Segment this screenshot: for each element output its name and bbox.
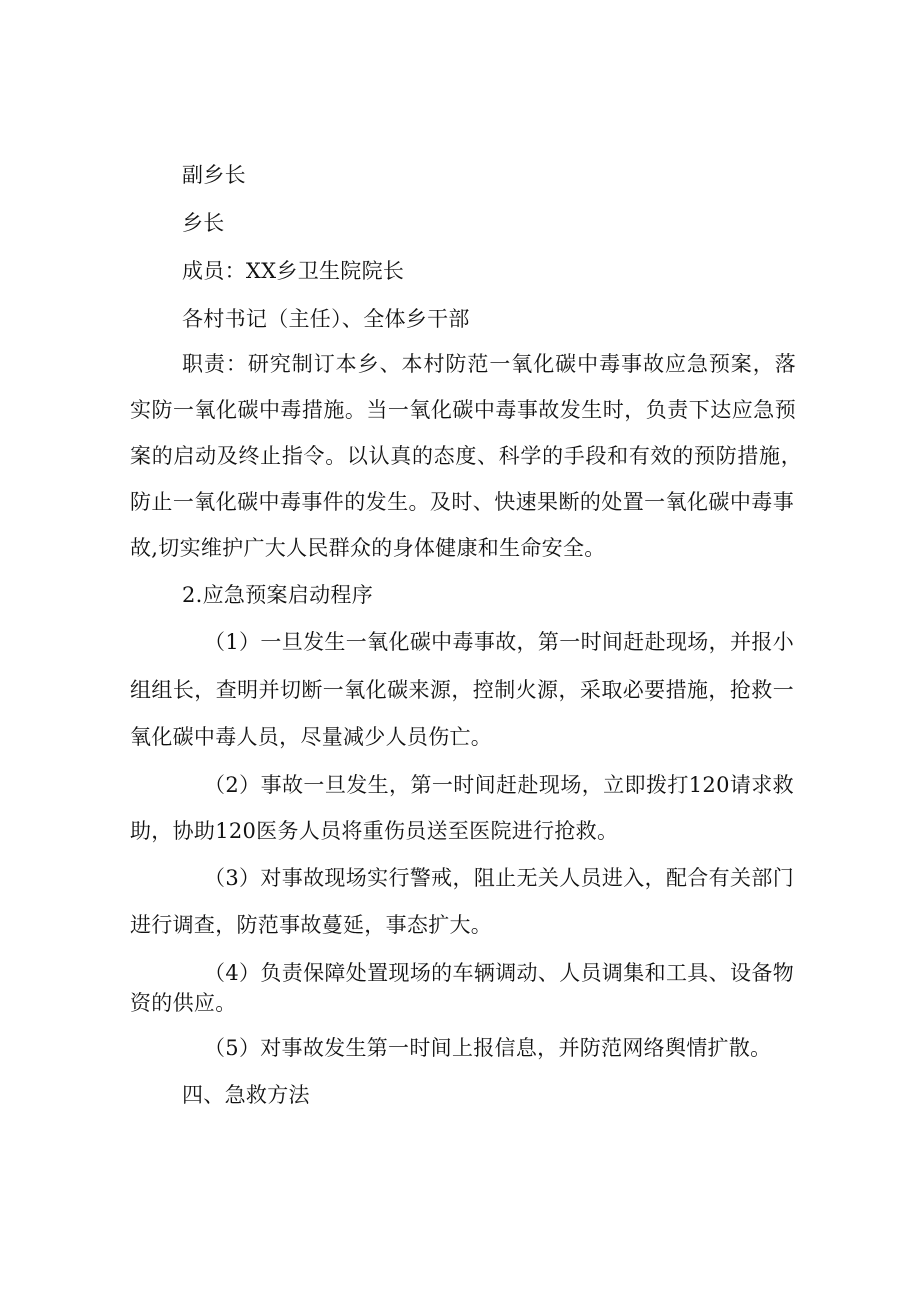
paragraph-line: 资的供应。 [130, 991, 237, 1015]
paragraph-line: 防止一氧化碳中毒事件的发生。及时、快速果断的处置一氧化碳中毒事 [130, 490, 794, 514]
paragraph-line: （5）对事故发生第一时间上报信息，并防范网络舆情扩散。 [204, 1036, 772, 1060]
section-heading-first-aid: 四、急救方法 [182, 1083, 310, 1107]
paragraph-line: 进行调查，防范事故蔓延，事态扩大。 [130, 913, 493, 937]
paragraph-line: 职责：研究制订本乡、本村防范一氧化碳中毒事故应急预案，落 [182, 352, 796, 376]
paragraph-line: （1）一旦发生一氧化碳中毒事故，第一时间赶赴现场，并报小 [204, 630, 794, 654]
section-heading-startup-procedure: 2.应急预案启动程序 [182, 583, 374, 607]
paragraph-line: 案的启动及终止指令。以认真的态度、科学的手段和有效的预防措施， [130, 444, 802, 468]
paragraph-line: 氧化碳中毒人员，尽量减少人员伤亡。 [130, 725, 493, 749]
list-item-deputy-township-head: 副乡长 [182, 163, 246, 187]
paragraph-line: （3）对事故现场实行警戒，阻止无关人员进入，配合有关部门 [204, 866, 794, 890]
list-item-township-head: 乡长 [182, 211, 225, 235]
paragraph-line: 助，协助120医务人员将重伤员送至医院进行抢救。 [130, 819, 619, 843]
paragraph-line: 组组长，查明并切断一氧化碳来源，控制火源，采取必要措施，抢救一 [130, 678, 794, 702]
paragraph-line: 故,切实维护广大人民群众的身体健康和生命安全。 [130, 536, 606, 560]
paragraph-line: 实防一氧化碳中毒措施。当一氧化碳中毒事故发生时，负责下达应急预 [130, 398, 796, 422]
list-item-village-secretaries: 各村书记（主任）、全体乡干部 [182, 307, 470, 331]
paragraph-line: （2）事故一旦发生，第一时间赶赴现场，立即拨打120请求救 [204, 773, 794, 797]
list-item-members: 成员：XX乡卫生院院长 [182, 259, 405, 283]
paragraph-line: （4）负责保障处置现场的车辆调动、人员调集和工具、设备物 [204, 961, 794, 985]
